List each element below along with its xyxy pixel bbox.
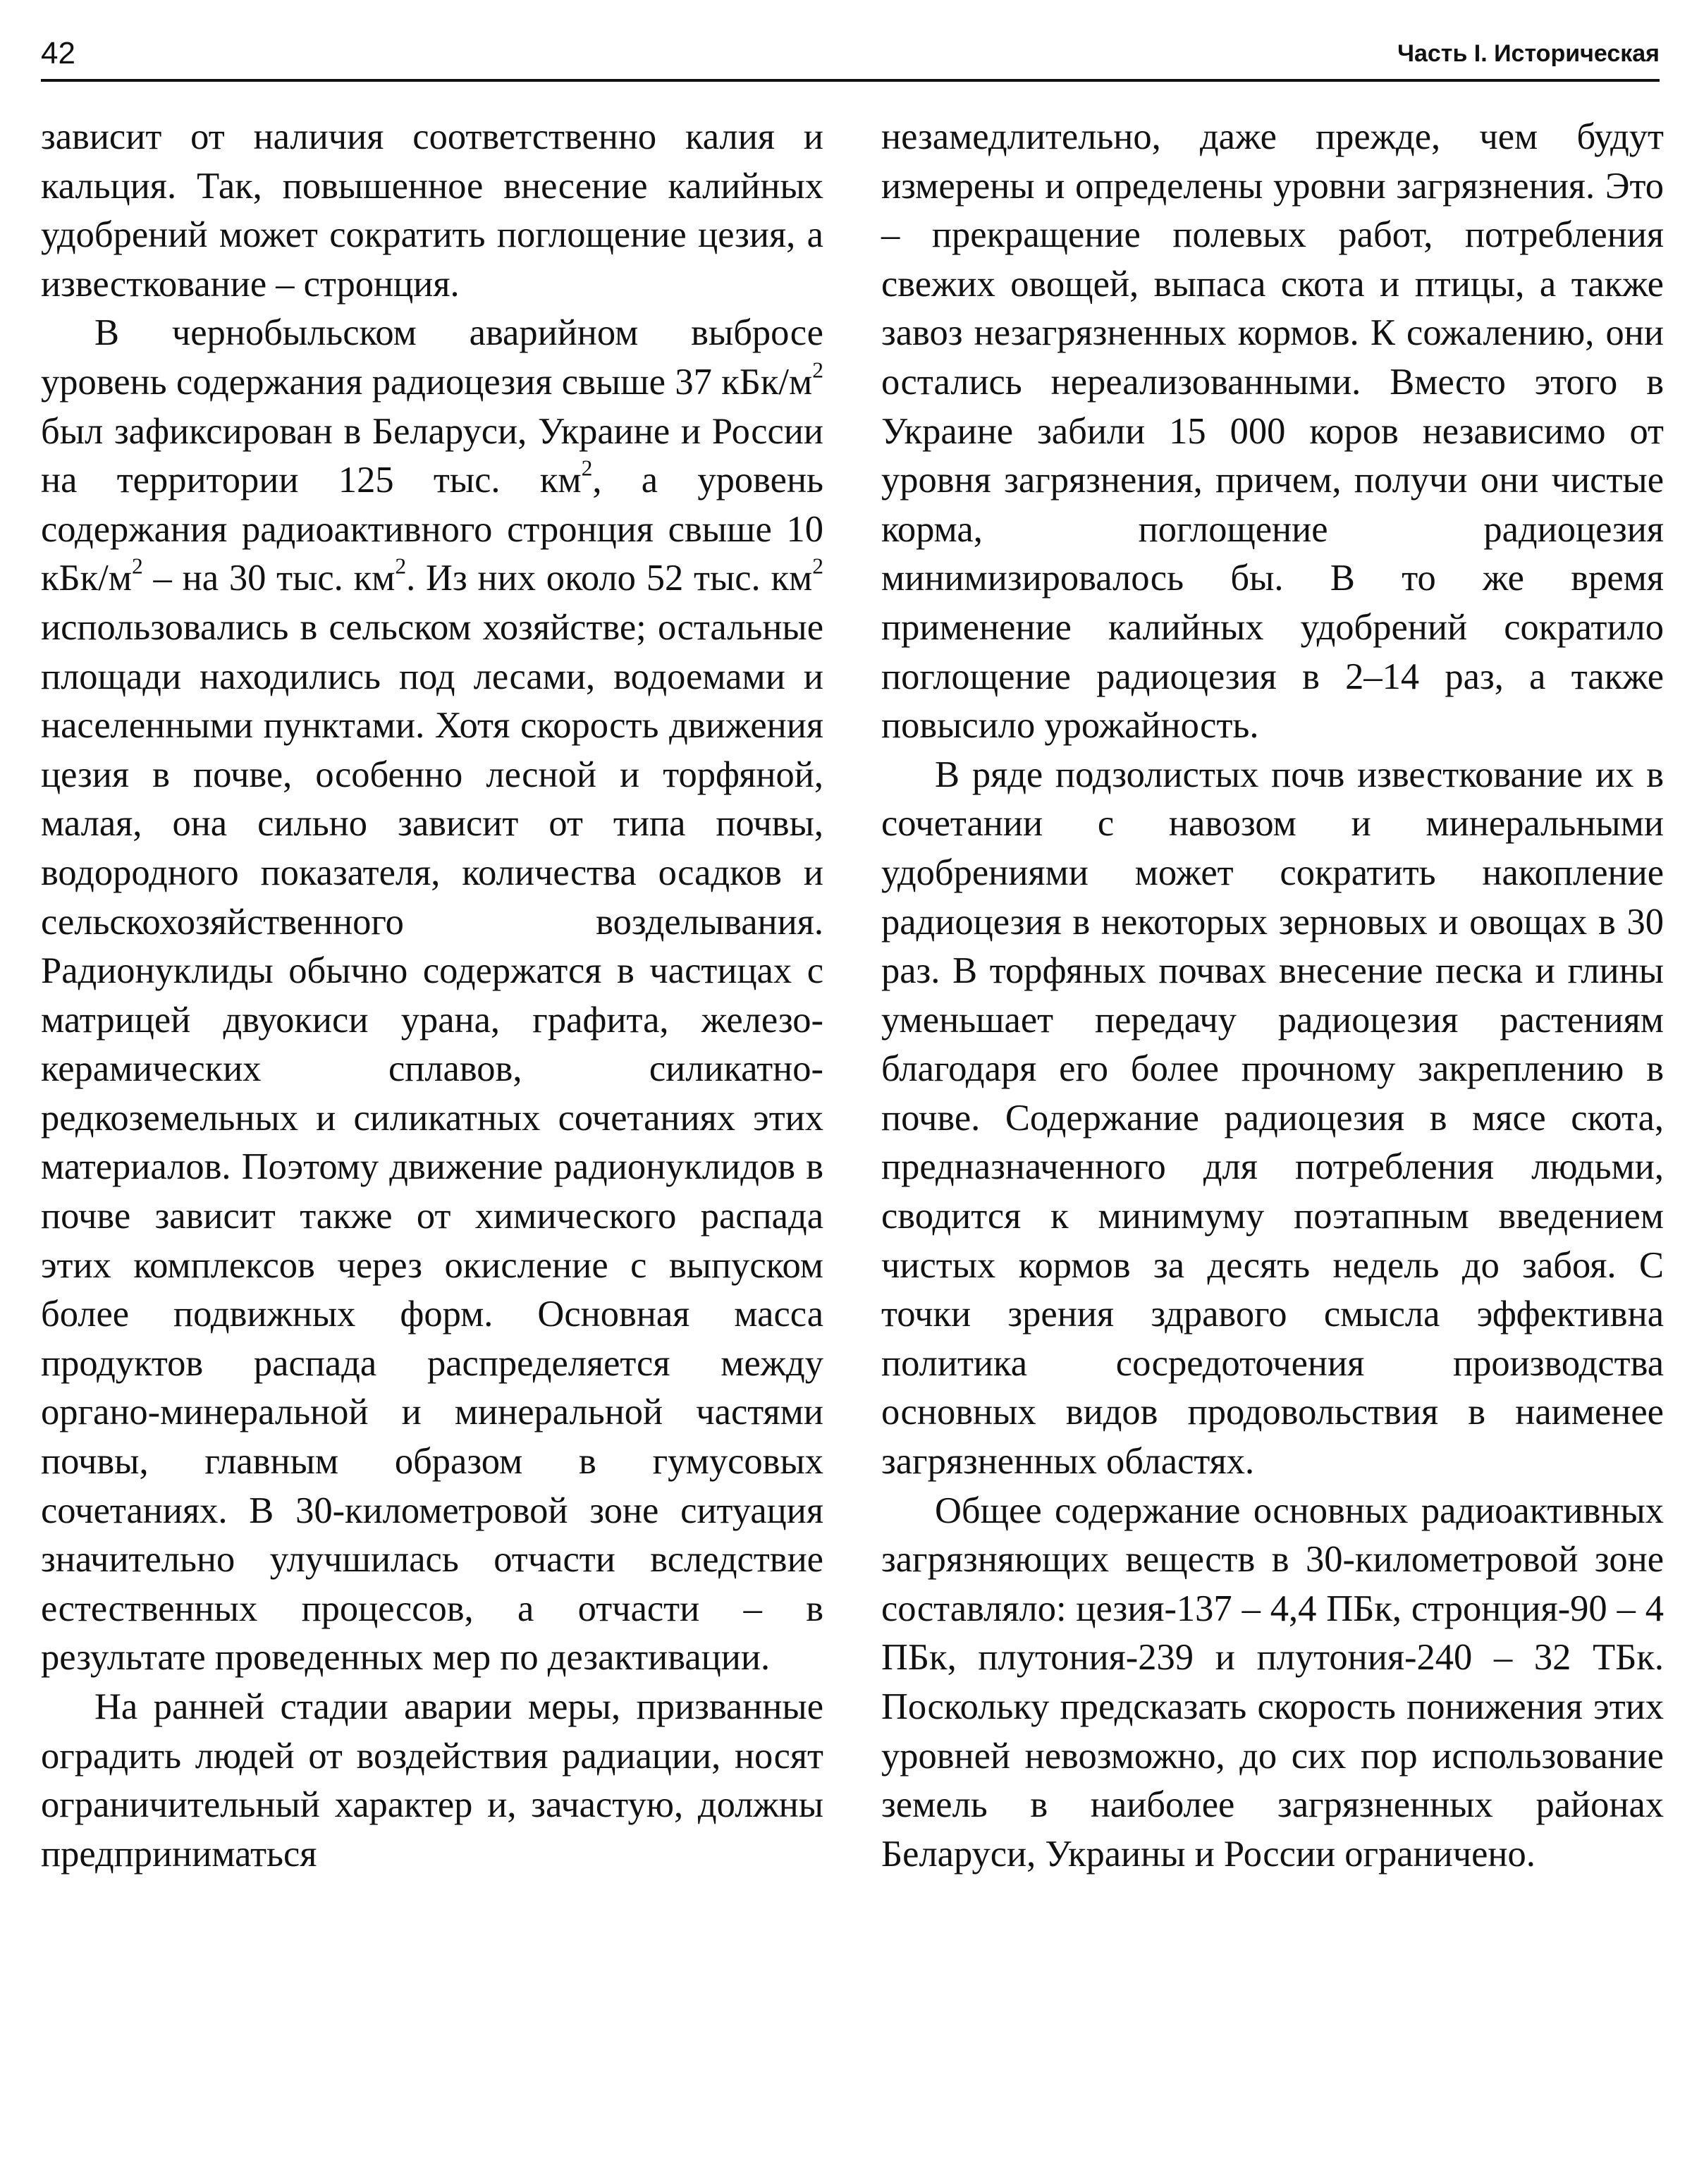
superscript-2: 2 [812, 553, 823, 579]
running-head: Часть I. Историческая [1397, 40, 1660, 67]
right-column [881, 113, 1664, 1879]
paragraph-right-1: незамедлительно, даже прежде, чем будут измерены и определены уровни загрязнения. Это – прекращение полевых работ, потребления свежих овощей, выпаса скота и птицы, а также завоз незагрязненных кормов. К сожалению, они остались нереализованными. Вместо этого в Украине забили 15 000 коров независимо от уровня загрязнения, причем, получи они чистые корма, поглощение радиоцезия минимизировалось бы. В то же время применение калийных удобрений сократило поглощение радиоцезия в 2–14 раз, а также повысило урожайность. [881, 116, 1664, 747]
paragraph-left-3: На ранней стадии аварии меры, призванные оградить людей от воздействия радиации, носят ограничительный характер и, зачастую, должны предприниматься [41, 1686, 823, 1875]
text-segment: – на 30 тыс. км [142, 558, 396, 599]
text-segment: В чернобыльском аварийном выбросе уровень содержания радиоцезия свыше 37 кБк/м [41, 312, 823, 403]
superscript-2: 2 [131, 553, 143, 579]
page-number: 42 [41, 36, 75, 70]
text-segment: . Из них около 52 тыс. км [406, 558, 813, 599]
page-header [41, 28, 1660, 82]
paragraph-right-2: В ряде подзолистых почв известкование их в сочетании с навозом и минеральными удобрениями может сократить накопление радиоцезия в некоторых зерновых и овощах в 30 раз. В торфяных почвах внесение песка и глины уменьшает передачу радиоцезия растениям благодаря его более прочному закреплению в почве. Содержание радиоцезия в мясе скота, предназначенного для потребления людьми, сводится к минимуму поэтапным введением чистых кормов за десять недель до забоя. С точки зрения здравого смысла эффективна политика сосредоточения производства основных видов продовольствия в наименее загрязненных областях. [881, 754, 1664, 1483]
left-column [41, 113, 823, 1879]
superscript-2: 2 [581, 455, 593, 481]
text-segment: использовались в сельском хозяйстве; остальные площади находились под лесами, водоемами и населенными пунктами. Хотя скорость движения цезия в почве, особенно лесной и торфяной, малая, она сильно зависит от типа почвы, водородного показателя, количества осадков и сельскохозяйственного возделывания. Радионуклиды обычно содержатся в частицах с матрицей двуокиси урана, графита, железо-керамических сплавов, силикатно-редкоземельных и силикатных сочетаниях этих материалов. Поэтому движение радионуклидов в почве зависит также от химического распада этих комплексов через окисление с выпуском более подвижных форм. Основная масса продуктов распада распределяется между органо-минеральной и минеральной частями почвы, главным образом в гумусовых сочетаниях. В 30-километровой зоне ситуация значительно улучшилась отчасти вследствие естественных процессов, а отчасти – в результате проведенных мер по дезактивации. [41, 606, 823, 1679]
superscript-2: 2 [812, 357, 823, 383]
paragraph-right-3: Общее содержание основных радиоактивных загрязняющих веществ в 30-километровой зоне составляло: цезия-137 – 4,4 ПБк, стронция-90 – 4 ПБк, плутония-239 и плутония-240 – 32 ТБк. Поскольку предсказать скорость понижения этих уровней невозможно, до сих пор использование земель в наиболее загрязненных районах Беларуси, Украины и России ограничено. [881, 1490, 1664, 1875]
paragraph-left-2 [41, 309, 823, 1683]
text-segment: был зафиксирован в Беларуси, Украине и России на территории 125 тыс. км [41, 410, 823, 501]
paragraph-left-1: зависит от наличия соответственно калия и кальция. Так, повышенное внесение калийных удобрений может сократить поглощение цезия, а известкование – стронция. [41, 116, 823, 305]
text-segment: , а уровень содержания радиоактивного стронция свыше 10 кБк/м [41, 460, 824, 599]
superscript-2: 2 [395, 553, 407, 579]
